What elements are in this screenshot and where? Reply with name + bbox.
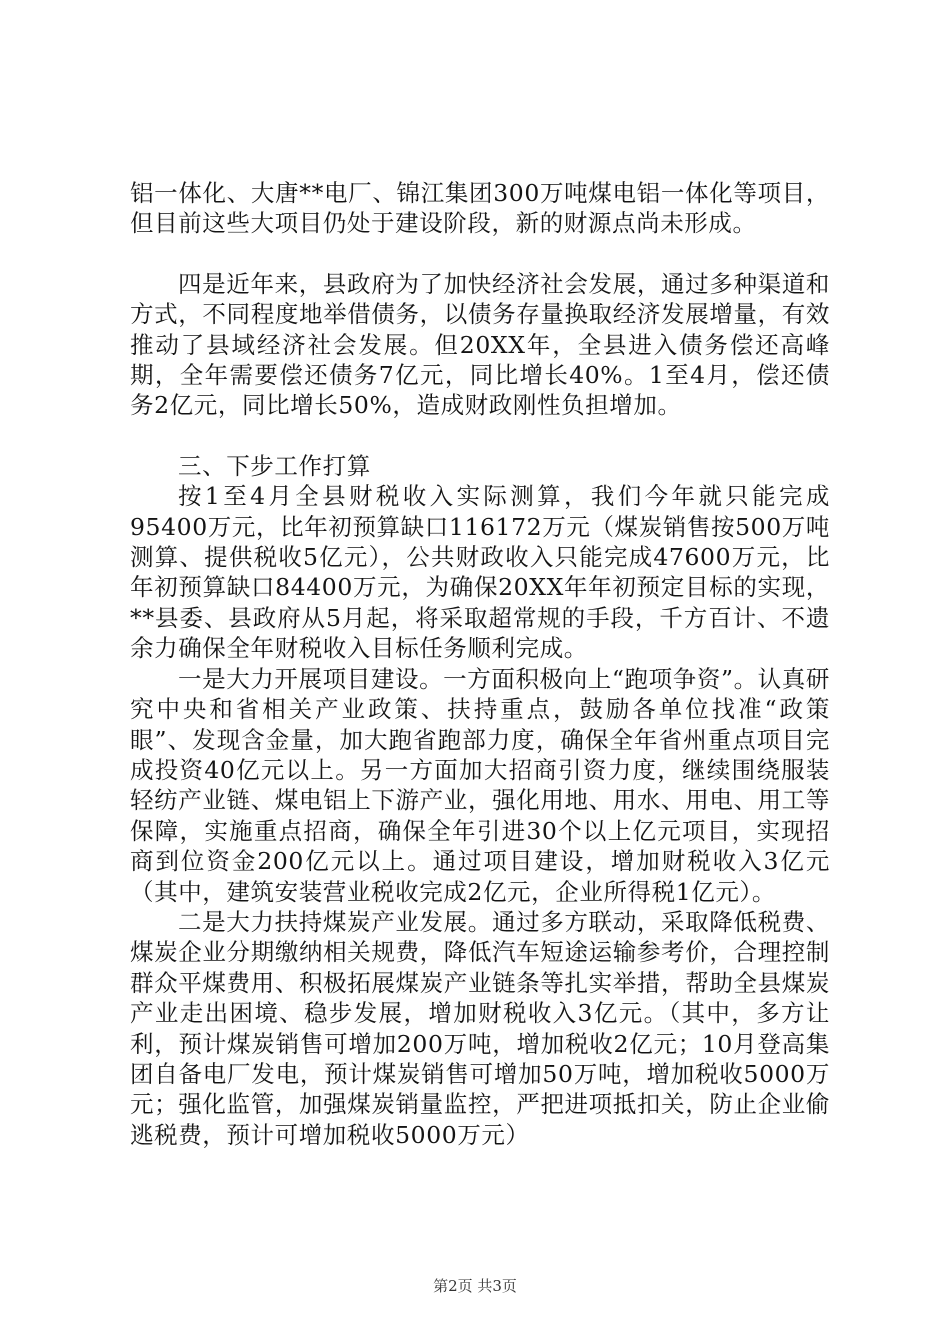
paragraph-projects: 一是大力开展项目建设。一方面积极向上“跑项争资”。认真研究中央和省相关产业政策、扶持重点，鼓励各单位找准“政策眼”、发现含金量，加大跑省跑部力度，确保全年省州重点项目完成投资40亿元以上。另一方面加大招商引资力度，继续围绕服装轻纺产业链、煤电铝上下游产业，强化用地、用水、用电、用工等保障，实施重点招商，确保全年引进30个以上亿元项目，实现招商到位资金200亿元以上。通过项目建设，增加财税收入3亿元（其中，建筑安装营业税收完成2亿元，企业所得税1亿元）。 (130, 664, 830, 906)
paragraph-coal: 二是大力扶持煤炭产业发展。通过多方联动，采取降低税费、煤炭企业分期缴纳相关规费，降低汽车短途运输参考价，合理控制群众平煤费用、积极拓展煤炭产业链条等扎实举措，帮助全县煤炭产业走出困境、稳步发展，增加财税收入3亿元。（其中，多方让利，预计煤炭销售可增加200万吨，增加税收2亿元；10月登高集团自备电厂发电，预计煤炭销售可增加50万吨，增加税收5000万元；强化监管，加强煤炭销量监控，严把进项抵扣关，防止企业偷逃税费，预计可增加税收5000万元） (130, 907, 830, 1149)
paragraph-estimate: 按1至4月全县财税收入实际测算，我们今年就只能完成95400万元，比年初预算缺口116172万元（煤炭销售按500万吨测算、提供税收5亿元），公共财政收入只能完成47600万元，比年初预算缺口84400万元，为确保20XX年年初预定目标的实现，**县委、县政府从5月起，将采取超常规的手段，千方百计、不遗余力确保全年财税收入目标任务顺利完成。 (130, 482, 830, 663)
paragraph-continuation: 铝一体化、大唐**电厂、锦江集团300万吨煤电铝一体化等项目，但目前这些大项目仍处于建设阶段，新的财源点尚未形成。 (130, 179, 830, 238)
paragraph-debt: 四是近年来，县政府为了加快经济社会发展，通过多种渠道和方式，不同程度地举借债务，以债务存量换取经济发展增量，有效推动了县域经济社会发展。但20XX年，全县进入债务偿还高峰期，全年需要偿还债务7亿元，同比增长40%。1至4月，偿还债务2亿元，同比增长50%，造成财政刚性负担增加。 (130, 269, 830, 420)
page-number-footer: 第2页 共3页 (433, 1277, 517, 1295)
paragraph-spacer (130, 239, 830, 269)
paragraph-spacer (130, 421, 830, 451)
document-body (130, 178, 830, 1150)
section-heading: 三、下步工作打算 (178, 451, 371, 480)
